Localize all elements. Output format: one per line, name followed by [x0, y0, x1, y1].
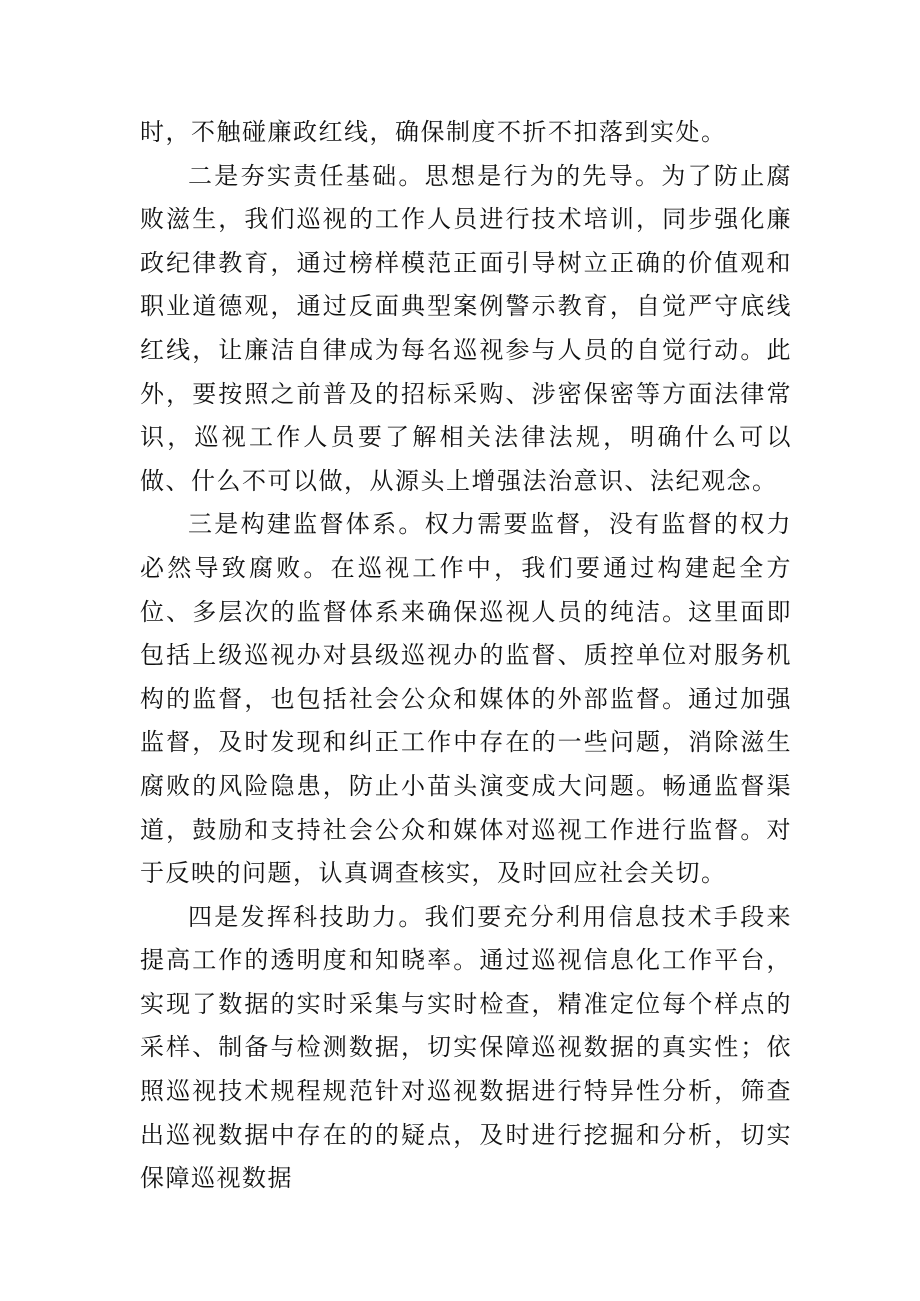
paragraph-continuation: 时，不触碰廉政红线，确保制度不折不扣落到实处。 [140, 118, 727, 146]
paragraph-technology: 四是发挥科技助力。我们要充分利用信息技术手段来提高工作的透明度和知晓率。通过巡视信息化工作平台，实现了数据的实时采集与实时检查，精准定位每个样点的采样、制备与检测数据，切实保障巡视数据的真实性；依照巡视技术规程规范针对巡视数据进行特异性分析，筛查出巡视数据中存在的的疑点，及时进行挖掘和分析，切实保障巡视数据 [140, 902, 792, 1193]
paragraph-supervision: 三是构建监督体系。权力需要监督，没有监督的权力必然导致腐败。在巡视工作中，我们要通过构建起全方位、多层次的监督体系来确保巡视人员的纯洁。这里面即包括上级巡视办对县级巡视办的监督、质控单位对服务机构的监督，也包括社会公众和媒体的外部监督。通过加强监督，及时发现和纠正工作中存在的一些问题，消除滋生腐败的风险隐患，防止小苗头演变成大问题。畅通监督渠道，鼓励和支持社会公众和媒体对巡视工作进行监督。对于反映的问题，认真调查核实，及时回应社会关切。 [140, 510, 792, 888]
document-body [140, 111, 792, 1201]
paragraph-responsibility: 二是夯实责任基础。思想是行为的先导。为了防止腐败滋生，我们巡视的工作人员进行技术培训，同步强化廉政纪律教育，通过榜样模范正面引导树立正确的价值观和职业道德观，通过反面典型案例警示教育，自觉严守底线红线，让廉洁自律成为每名巡视参与人员的自觉行动。此外，要按照之前普及的招标采购、涉密保密等方面法律常识，巡视工作人员要了解相关法律法规，明确什么可以做、什么不可以做，从源头上增强法治意识、法纪观念。 [140, 161, 792, 495]
